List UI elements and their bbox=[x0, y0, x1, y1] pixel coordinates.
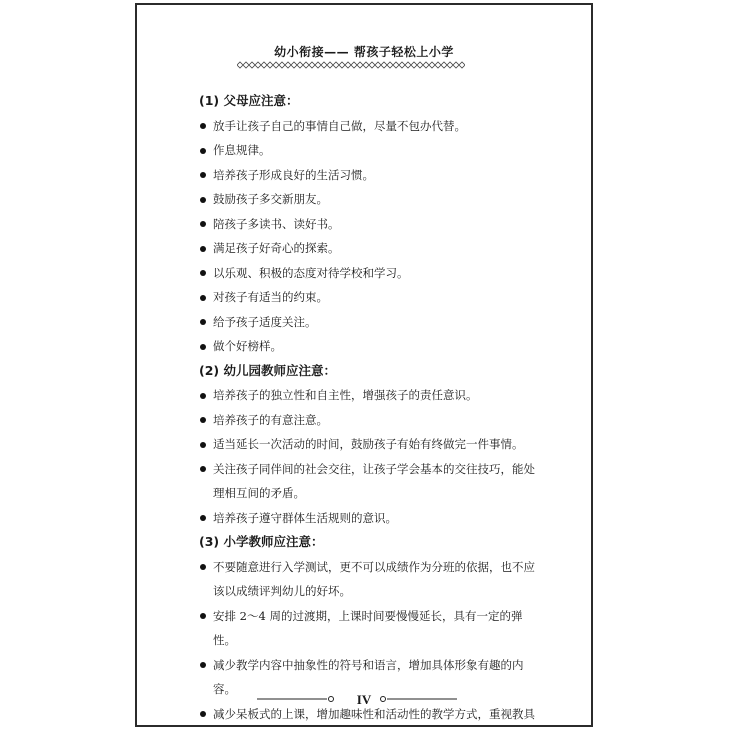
item-text-line: 适当延长一次活动的时间，鼓励孩子有始有终做完一件事情。 bbox=[213, 437, 524, 451]
bullet-item bbox=[199, 383, 539, 408]
bullet-dot-icon bbox=[200, 270, 206, 276]
item-text-line: 以乐观、积极的态度对待学校和学习。 bbox=[213, 265, 409, 280]
bullet-dot-icon bbox=[200, 466, 206, 472]
section-title: (2) 幼儿园教师应注意： bbox=[199, 362, 336, 378]
item-text-line: 关注孩子同伴间的社会交往，让孩子学会基本的交往技巧，能处 bbox=[213, 461, 535, 476]
item-text-line: 培养孩子的有意注意。 bbox=[213, 412, 328, 427]
bullet-item bbox=[199, 261, 539, 286]
section-title: (3) 小学教师应注意： bbox=[199, 534, 324, 549]
item-text-line: 满足孩子好奇心的探索。 bbox=[213, 241, 340, 255]
bullet-item bbox=[199, 285, 539, 310]
bullet-dot-icon bbox=[200, 123, 206, 129]
item-text-line: 理相互间的矛盾。 bbox=[213, 486, 305, 500]
item-text-line: 不要随意进行入学测试，更不可以成绩作为分班的依据，也不应 bbox=[213, 559, 535, 574]
item-text-line: 做个好榜样。 bbox=[213, 339, 282, 353]
bullet-dot-icon bbox=[200, 197, 206, 203]
bullet-item bbox=[199, 187, 539, 212]
page-content bbox=[199, 89, 539, 726]
running-head: 幼小衔接—— 帮孩子轻松上小学 bbox=[274, 45, 454, 59]
bullet-item bbox=[199, 310, 539, 335]
bullet-dot-icon bbox=[200, 148, 206, 154]
bullet-item bbox=[199, 506, 539, 531]
bullet-dot-icon bbox=[200, 711, 206, 717]
bullet-item bbox=[199, 212, 539, 237]
bullet-item bbox=[199, 555, 539, 604]
bullet-item bbox=[199, 334, 539, 359]
item-text-line: 减少教学内容中抽象性的符号和语言，增加具体形象有趣的内容。 bbox=[213, 657, 524, 696]
item-text-line: 该以成绩评判幼儿的好坏。 bbox=[213, 584, 351, 598]
item-text-line: 安排 2～4 周的过渡期，上课时间要慢慢延长，具有一定的弹性。 bbox=[213, 608, 523, 647]
item-text-line: 放手让孩子自己的事情自己做，尽量不包办代替。 bbox=[213, 118, 466, 133]
bullet-dot-icon bbox=[200, 564, 206, 570]
bullet-dot-icon bbox=[200, 613, 206, 619]
item-text-line: 培养孩子形成良好的生活习惯。 bbox=[213, 167, 374, 182]
section-title: (1) 父母应注意： bbox=[199, 93, 299, 108]
item-text-line: 对孩子有适当的约束。 bbox=[213, 290, 328, 304]
bullet-dot-icon bbox=[200, 417, 206, 423]
page-number: IV bbox=[356, 692, 372, 707]
book-page bbox=[135, 3, 593, 727]
header-ornament bbox=[237, 60, 465, 70]
bullet-dot-icon bbox=[200, 295, 206, 301]
bullet-item bbox=[199, 236, 539, 261]
item-text-line: 鼓励孩子多交新朋友。 bbox=[213, 192, 328, 206]
bullet-dot-icon bbox=[200, 246, 206, 252]
bullet-item bbox=[199, 408, 539, 433]
bullet-dot-icon bbox=[200, 393, 206, 399]
item-text-line: 给予孩子适度关注。 bbox=[213, 314, 317, 329]
bullet-item bbox=[199, 114, 539, 139]
bullet-dot-icon bbox=[200, 662, 206, 668]
bullet-dot-icon bbox=[200, 442, 206, 448]
bullet-item bbox=[199, 163, 539, 188]
bullet-dot-icon bbox=[200, 344, 206, 350]
bullet-dot-icon bbox=[200, 172, 206, 178]
item-text-line: 培养孩子遵守群体生活规则的意识。 bbox=[213, 510, 397, 525]
item-text-line: 作息规律。 bbox=[213, 143, 271, 157]
bullet-item bbox=[199, 432, 539, 457]
item-text-line: 陪孩子多读书、读好书。 bbox=[213, 216, 340, 231]
item-text-line: 培养孩子的独立性和自主性，增强孩子的责任意识。 bbox=[213, 388, 478, 402]
bullet-item bbox=[199, 604, 539, 653]
bullet-item bbox=[199, 138, 539, 163]
bullet-dot-icon bbox=[200, 515, 206, 521]
bullet-dot-icon bbox=[200, 319, 206, 325]
bullet-dot-icon bbox=[200, 221, 206, 227]
bullet-item bbox=[199, 457, 539, 506]
item-text-line: 减少呆板式的上课，增加趣味性和活动性的教学方式，重视教具 bbox=[213, 706, 535, 721]
